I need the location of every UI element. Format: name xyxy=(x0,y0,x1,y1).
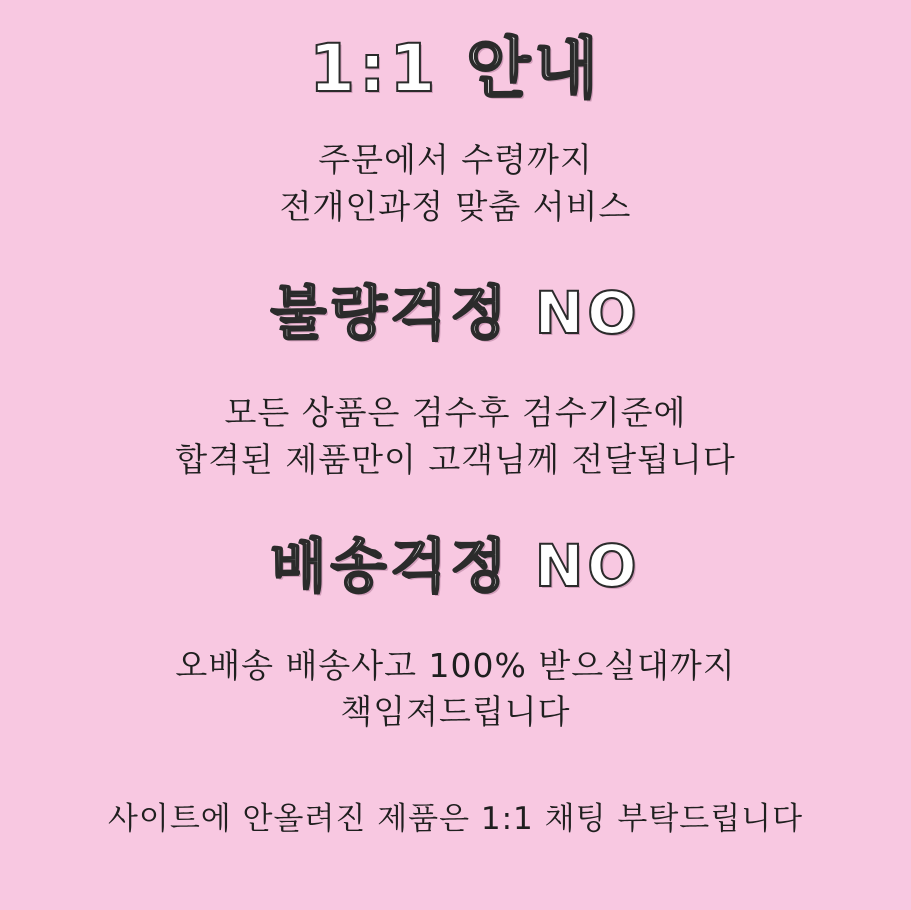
section-quality-heading: 불량걱정 NO xyxy=(270,279,641,348)
footer-block xyxy=(0,798,911,841)
section-quality xyxy=(0,279,911,484)
intro-line-2: 전개인과정 맞춤 서비스 xyxy=(279,187,632,227)
intro-line-1: 주문에서 수령까지 xyxy=(318,140,593,180)
section-shipping-text xyxy=(175,643,735,737)
intro-text xyxy=(280,137,632,231)
section-shipping-line-1: 오배송 배송사고 100% 받으실대까지 xyxy=(175,645,736,685)
section-shipping-line-2: 책임져드립니다 xyxy=(340,692,571,732)
intro-block xyxy=(0,137,911,231)
section-shipping xyxy=(0,531,911,737)
section-quality-text xyxy=(175,390,736,484)
page-title: 1:1 안내 xyxy=(309,30,602,107)
section-shipping-heading: 배송걱정 NO xyxy=(270,531,641,600)
title-block xyxy=(0,24,911,107)
footer-note: 사이트에 안올려진 제품은 1:1 채팅 부탁드립니다 xyxy=(107,801,804,838)
section-quality-line-2: 합격된 제품만이 고객님께 전달됩니다 xyxy=(175,439,736,479)
section-quality-line-1: 모든 상품은 검수후 검수기준에 xyxy=(224,392,687,432)
